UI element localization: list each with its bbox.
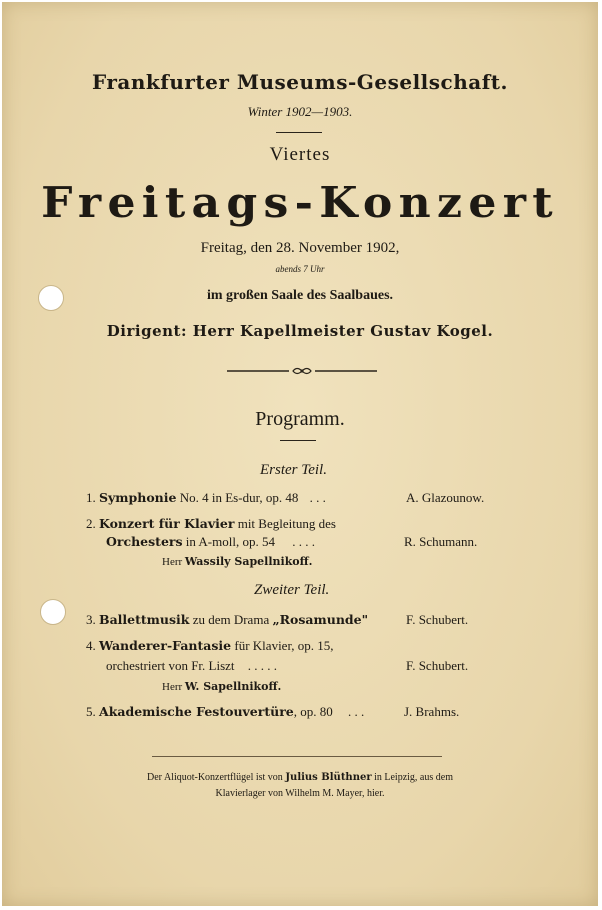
punch-hole	[40, 599, 66, 625]
divider	[276, 132, 322, 133]
work-title: Akademische Festouvertüre	[99, 704, 294, 719]
divider	[280, 440, 316, 441]
concert-date: Freitag, den 28. November 1902,	[200, 240, 400, 256]
soloist-prefix: Herr	[162, 556, 183, 568]
soloist	[162, 680, 281, 693]
composer: F. Schubert.	[406, 612, 469, 627]
soloist-name: W. Sapellnikoff.	[184, 680, 282, 693]
soloist-name: Wassily Sapellnikoff.	[184, 555, 313, 568]
program-item-line2	[106, 534, 315, 550]
item-number: 5.	[86, 704, 96, 719]
divider	[152, 756, 442, 757]
work-details: für Klavier, op. 15,	[231, 638, 334, 653]
season: Winter 1902—1903.	[247, 104, 353, 119]
work-title: Konzert für Klavier	[99, 516, 235, 531]
concert-title: Freitags-Konzert	[41, 178, 559, 227]
concert-time: abends 7 Uhr	[275, 264, 325, 274]
program-item	[86, 490, 326, 506]
composer: F. Schubert.	[406, 658, 469, 673]
composer: R. Schumann.	[404, 534, 478, 549]
part-two-title: Zweiter Teil.	[254, 582, 330, 598]
conductor: Dirigent: Herr Kapellmeister Gustav Kogel.	[106, 322, 494, 340]
society-name: Frankfurter Museums-Gesellschaft.	[91, 70, 509, 94]
footer-text: Der Aliquot-Konzertflügel ist von	[147, 772, 286, 783]
composer: A. Glazounow.	[406, 490, 485, 505]
program-heading: Programm.	[255, 408, 345, 430]
leader-dots: . . . . .	[247, 658, 278, 673]
work-details: zu dem Drama	[189, 612, 273, 627]
program-item	[86, 612, 368, 628]
item-number: 2.	[86, 516, 96, 531]
ornament-divider	[227, 365, 377, 377]
concert-ordinal: Viertes	[269, 144, 331, 165]
footer-line: Klavierlager von Wilhelm M. Mayer, hier.	[215, 788, 385, 799]
work-details: No. 4 in Es-dur, op. 48	[176, 490, 299, 505]
program-sheet	[2, 2, 598, 906]
piano-maker: Julius Blüthner	[285, 772, 372, 783]
work-details: orchestriert von Fr. Liszt	[106, 658, 235, 673]
part-one-title: Erster Teil.	[260, 462, 327, 478]
work-title: Ballettmusik	[99, 612, 190, 627]
item-number: 4.	[86, 638, 96, 653]
work-title: Wanderer-Fantasie	[99, 638, 232, 653]
footer-note	[2, 770, 598, 802]
program-item-line2	[106, 658, 277, 674]
program-item	[86, 638, 334, 654]
program-item	[86, 516, 336, 532]
work-title: Symphonie	[99, 490, 177, 505]
leader-dots: . . .	[348, 704, 365, 719]
concert-venue: im großen Saale des Saalbaues.	[206, 288, 394, 303]
item-number: 3.	[86, 612, 96, 627]
soloist	[162, 555, 313, 568]
work-title-cont: Orchesters	[106, 534, 183, 549]
work-quote: „Rosamunde"	[272, 612, 369, 627]
footer-line	[2, 770, 598, 786]
composer: J. Brahms.	[404, 704, 460, 719]
program-item	[86, 704, 364, 720]
item-number: 1.	[86, 490, 96, 505]
leader-dots: . . . .	[292, 534, 315, 549]
work-details: , op. 80	[293, 704, 333, 719]
leader-dots: . . .	[309, 490, 326, 505]
footer-text: in Leipzig, aus dem	[371, 772, 453, 783]
work-details: in A-moll, op. 54	[182, 534, 275, 549]
soloist-prefix: Herr	[162, 681, 183, 693]
work-details: mit Begleitung des	[234, 516, 336, 531]
